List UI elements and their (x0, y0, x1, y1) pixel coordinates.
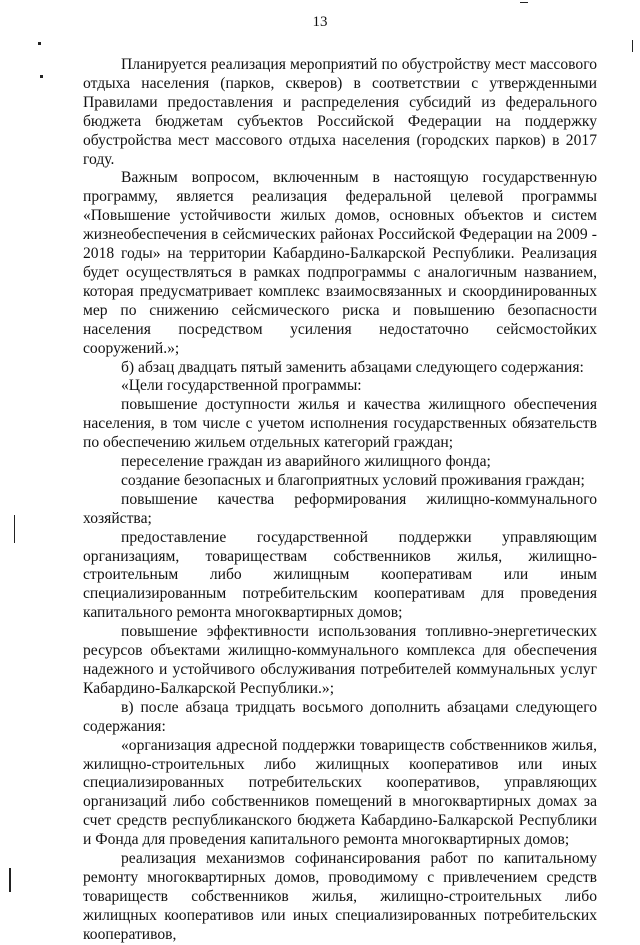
paragraph: предоставление государственной поддержки управляющим организациям, товариществам собственников жилья, жилищно-строительным либо жилищным кооперативам или иным специализированным потребительским кооперативам для проведения капитального ремонта многоквартирных домов; (83, 528, 597, 622)
paragraph: повышение качества реформирования жилищно-коммунального хозяйства; (83, 490, 597, 527)
paragraph: «Цели государственной программы: (121, 377, 362, 395)
scan-mark (9, 868, 11, 892)
document-body (83, 56, 597, 945)
paragraph: повышение эффективности использования топливно-энергетических ресурсов объектами жилищно-коммунального комплекса для обеспечения надежного и устойчивого обслуживания потребителей коммунальных услуг Кабардино-Балкарской Республики.»; (83, 623, 597, 697)
paragraph: Важным вопросом, включенным в настоящую государственную программу, является реализация федеральной целевой программы «Повышение устойчивости жилых домов, основных объектов и систем жизнеобеспечения в сейсмических районах Российской Федерации на 2009 - 2018 годы» на территории Кабардино-Балкарской Республики. Реализация будет осуществляться в рамках подпрограммы с аналогичным названием, которая предусматривает комплекс взаимосвязанных и скоординированных мер по снижению сейсмического риска и повышению безопасности населения посредством усиления недостаточно сейсмостойких сооружений.»; (83, 169, 597, 357)
paragraph: реализация механизмов софинансирования работ по капитальному ремонту многоквартирных домов, проводимому с привлечением средств товариществ собственников жилья, жилищно-строительных либо жилищных кооперативов или иных специализированных потребительских кооперативов, (83, 850, 597, 943)
scan-mark (632, 40, 633, 52)
scan-mark (14, 515, 15, 543)
page-number: 13 (312, 14, 328, 30)
scan-mark (38, 42, 41, 45)
paragraph: в) после абзаца тридцать восьмого дополнить абзацами следующего содержания: (83, 698, 597, 735)
scan-mark (40, 75, 43, 78)
paragraph: создание безопасных и благоприятных условий проживания граждан; (121, 471, 585, 489)
paragraph: б) абзац двадцать пятый заменить абзацами следующего содержания: (121, 358, 584, 376)
paragraph: повышение доступности жилья и качества жилищного обеспечения населения, в том числе с учетом исполнения государственных обязательств по обеспечению жильем отдельных категорий граждан; (83, 396, 597, 452)
paragraph: переселение граждан из аварийного жилищного фонда; (121, 453, 491, 471)
paragraph: «организация адресной поддержки товариществ собственников жилья, жилищно-строительных либо жилищных кооперативов или иных специализированных потребительских кооперативов, управляющих организаций либо собственников помещений в многоквартирных домах за счет средств республиканского бюджета Кабардино-Балкарской Республики и Фонда для проведения капитального ремонта многоквартирных домов; (83, 736, 597, 849)
scan-mark (520, 2, 528, 3)
paragraph: Планируется реализация мероприятий по обустройству мест массового отдыха населения (парков, скверов) в соответствии с утвержденными Правилами предоставления и распределения субсидий из федерального бюджета бюджетам субъектов Российской Федерации на поддержку обустройства мест массового отдыха населения (городских парков) в 2017 году. (83, 56, 597, 168)
